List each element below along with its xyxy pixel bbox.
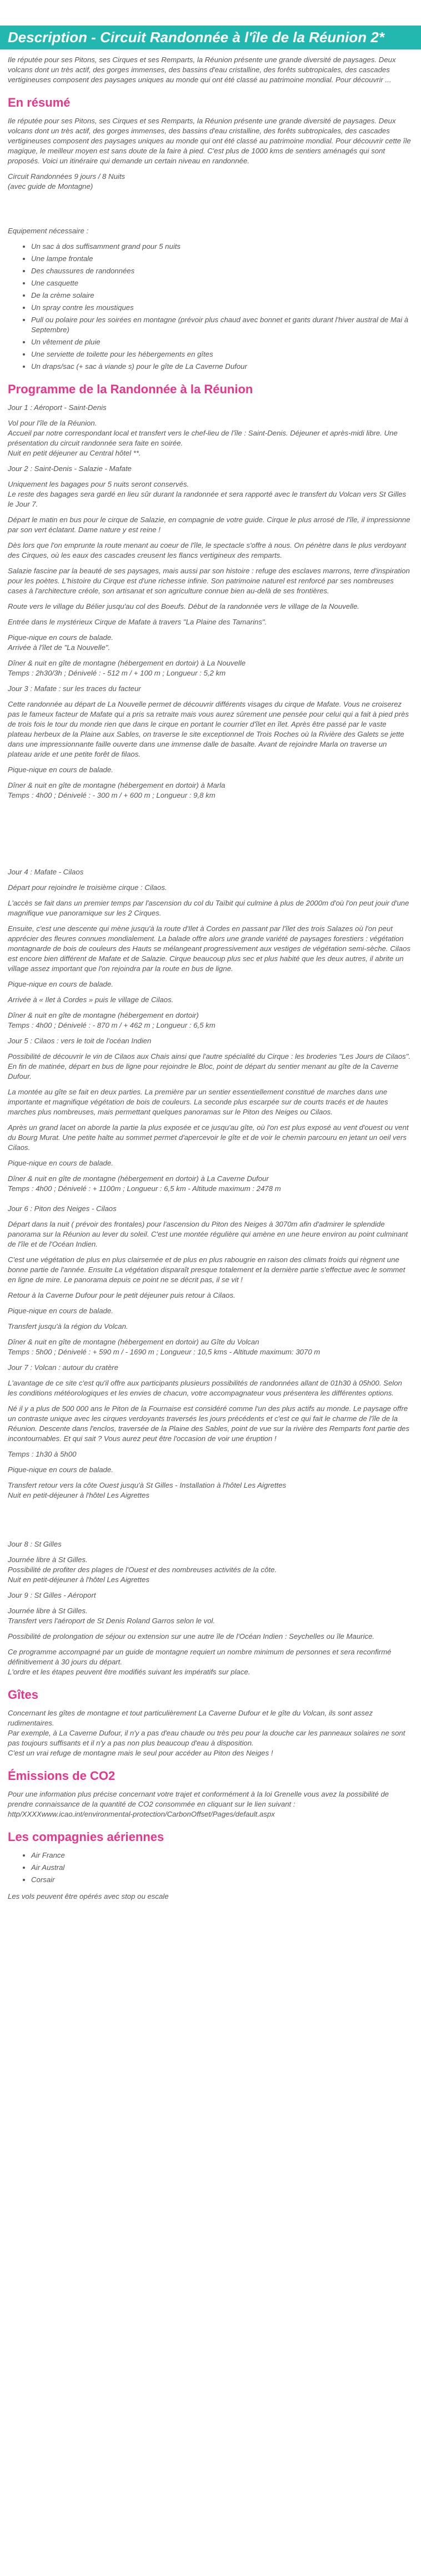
day-text: Dîner & nuit en gîte de montagne (hébergement en dortoir) (8, 1011, 199, 1019)
day-text: Salazie fascine par la beauté de ses paysages, mais aussi par son histoire : refuge des esclaves marrons, terre d'inspiration pour les poètes. L'histoire du Cirque est d'une richesse infinie. Son patrimoine naturel est renforcé par ses nombreuses cases à l'architecture créole, son artisanat et son agriculture connue bien au-delà de ses frontières. (8, 567, 410, 595)
day-stats: Temps : 2h30/3h ; Dénivelé : - 512 m / + 100 m ; Longueur : 5,2 km (8, 669, 226, 677)
list-item: • De la crème solaire (31, 291, 411, 301)
day-title: Jour 3 : Mafate : sur les traces du facteur (8, 684, 141, 693)
day-text: Possibilité de profiter des plages de l'Ouest et des nombreuses activités de la côte. (8, 1565, 277, 1574)
co2-text: Pour une information plus précise concernant votre trajet et conformément à la loi Grenelle vous avez la possibilité de prendre connaissance de la quantité de CO2 consommée en cliquant sur le lien suivant : http/XXXXwww.icao.int/environmental-protection/CarbonOffset/Pages/default.aspx (8, 1790, 389, 1818)
day-text: L'ordre et les étapes peuvent être modifiés suivant les impératifs sur place. (8, 1668, 250, 1676)
day-text: Dès lors que l'on emprunte la route menant au coeur de l'île, le spectacle s'offre à nous. On pénètre dans le plus verdoyant des Cirques, où les eaux des cascades creusent les flancs vertigineux des remparts. (8, 541, 407, 559)
day-stats: Temps : 1h30 à 5h00 (8, 1450, 77, 1458)
day-text: Pique-nique en cours de balade. (8, 1159, 113, 1167)
day-text: Pique-nique en cours de balade. (8, 1307, 113, 1315)
list-item: • Une lampe frontale (31, 254, 411, 264)
day-text: Arrivée à « Ilet à Cordes » puis le village de Cilaos. (8, 996, 174, 1004)
day-text: Nuit en petit-déjeuner à l'hôtel Les Aigrettes (8, 1491, 149, 1499)
day-text: Accueil par notre correspondant local et transfert vers le chef-lieu de l'île : Saint-Denis. Déjeuner et après-midi libre. Une présentation du circuit randonnée sera faite en soirée. (8, 429, 398, 447)
day-stats: Temps : 4h00 ; Dénivelé : + 1100m ; Longueur : 6,5 km - Altitude maximum : 2478 m (8, 1184, 281, 1193)
duration-line-1: Circuit Randonnées 9 jours / 8 Nuits (8, 172, 126, 181)
day-text: Dîner & nuit en gîte de montagne (hébergement en dortoir) à La Caverne Dufour (8, 1174, 269, 1183)
gites-text: Concernant les gîtes de montagne et tout particulièrement La Caverne Dufour et le gîte du Volcan, ils sont assez rudimentaires. (8, 1709, 373, 1727)
day-title: Jour 5 : Cilaos : vers le toit de l'océan Indien (8, 1037, 152, 1045)
list-item: • Un vêtement de pluie (31, 337, 411, 347)
day-text: Dîner & nuit en gîte de montagne (hébergement en dortoir) à La Nouvelle (8, 659, 246, 667)
day-text: Possibilité de découvrir le vin de Cilaos aux Chais ainsi que l'autre spécialité du Cirque : les broderies "Les Jours de Cilaos". En fin de matinée, départ en bus de ligne pour rejoindre le Bloc, point de départ du sentier menant au gîte de la Caverne Dufour. (8, 1052, 411, 1081)
day-text: Transfert retour vers la côte Ouest jusqu'à St Gilles - Installation à l'hôtel Les Aigrettes (8, 1481, 287, 1489)
main-content (0, 49, 421, 1913)
day-text: Après un grand lacet on aborde la partie la plus exposée et ce jusqu'au gîte, où l'on est plus exposé au vent d'ouest ou vent du Bourg Murat. Une petite halte au sommet permet d'apercevoir le gîte et de voir le chemin parcouru en jetant un oeil vers Cilaos. (8, 1123, 409, 1152)
day-text: Départ dans la nuit ( prévoir des frontales) pour l'ascension du Piton des Neiges à 3070m afin d'admirer le splendide panorama sur la Réunion au lever du soleil. C'est une montée régulière qui amène en une heure environ au point culminant de l'île et de l'Océan Indien. (8, 1220, 408, 1248)
day-text: Pique-nique en cours de balade. (8, 1465, 113, 1474)
list-item: • Un sac à dos suffisamment grand pour 5 nuits (31, 242, 411, 252)
day-text: Uniquement les bagages pour 5 nuits seront conservés. (8, 480, 189, 488)
co2-heading: Émissions de CO2 (8, 1769, 116, 1783)
resume-text: Ile réputée pour ses Pitons, ses Cirques et ses Remparts, la Réunion présente une grande diversité de paysages. Deux volcans dont un très actif, des gorges immenses, des bassins d'eau cristalline, des forêts subtropicales, des cascades vertigineuses composent des paysages uniques au monde qui ont été classé au patrimoine mondial. Pour découvrir cette île magique, le meilleur moyen est sans doute de la faire à pied. C'est plus de 1000 kms de sentiers aménagés qui sont proposés. Voici un itinéraire qui demande un certain niveau en randonnée. (8, 117, 411, 165)
day-text: Journée libre à St Gilles. (8, 1607, 88, 1615)
day-title: Jour 7 : Volcan : autour du cratère (8, 1363, 118, 1372)
day-text: L'accès se fait dans un premier temps par l'ascension du col du Taïbit qui culmine à plus de 2000m d'où l'on peut jouir d'une magnifique vue panoramique sur les 2 Cirques. (8, 899, 409, 917)
day-text: Départ le matin en bus pour le cirque de Salazie, en compagnie de votre guide. Cirque le plus arrosé de l'île, il impressionne par son vert éclatant. Dame nature y est reine ! (8, 516, 410, 534)
day-text: C'est une végétation de plus en plus clairsemée et de plus en plus rabougrie en raison des climats froids qui règnent une bonne partie de l'année. Ensuite La végétation disparaît presque totalement et la dernière partie s'effectue avec le sommet en ligne de mire. Le panorama depuis ce point ne se décrit pas, il se vit ! (8, 1256, 405, 1284)
page-title: Description - Circuit Randonnée à l'île de la Réunion 2* (0, 26, 421, 49)
list-item: • Un spray contre les moustiques (31, 303, 411, 313)
list-item: • Une casquette (31, 278, 411, 288)
page (0, 26, 421, 1913)
day-text: Né il y a plus de 500 000 ans le Piton de la Fournaise est considéré comme l'un des plus actifs au monde. Le paysage offre un contraste unique avec les cirques verdoyants traversés les jours précédents et c'est ce qui fait le charme de l'île de la Réunion. Descente dans l'enclos, traversée de la Plaine des Sables, point de vue sur la rivière des Remparts font partie des incontournables. Et qui sait ? Vous aurez peut être l'occasion de voir une éruption ! (8, 1404, 410, 1443)
day-text: Dîner & nuit en gîte de montagne (hébergement en dortoir) au Gîte du Volcan (8, 1338, 259, 1346)
day-text: Route vers le village du Bélier jusqu'au col des Boeufs. Début de la randonnée vers le village de la Nouvelle. (8, 602, 359, 611)
day-text: Possibilité de prolongation de séjour ou extension sur une autre île de l'Océan Indien : Seychelles ou île Maurice. (8, 1632, 375, 1640)
day-title: Jour 2 : Saint-Denis - Salazie - Mafate (8, 464, 132, 473)
day-title: Jour 1 : Aéroport - Saint-Denis (8, 403, 107, 412)
day-title: Jour 6 : Piton des Neiges - Cilaos (8, 1204, 117, 1213)
day-text: Entrée dans le mystérieux Cirque de Mafate à travers "La Plaine des Tamarins". (8, 618, 267, 626)
list-item: • Air France (31, 1850, 411, 1860)
list-item: • Air Austral (31, 1863, 411, 1873)
resume-heading: En résumé (8, 96, 71, 109)
day-text: Transfert jusqu'à la région du Volcan. (8, 1322, 128, 1330)
day-text: Ce programme accompagné par un guide de montagne requiert un nombre minimum de personnes et sera reconfirmé définitivement à 30 jours du départ. (8, 1648, 392, 1666)
day-text: Arrivée à l'îlet de "La Nouvelle". (8, 643, 111, 652)
day-text: Nuit en petit-déjeuner à l'hôtel Les Aigrettes (8, 1575, 149, 1584)
airlines-footer: Les vols peuvent être opérés avec stop ou escale (8, 1892, 169, 1900)
gites-text: Par exemple, à La Caverne Dufour, il n'y a pas d'eau chaude ou très peu pour la douche car les panneaux solaires ne sont pas toujours suffisants et il n'y a pas non plus beaucoup d'eau à disposition. (8, 1729, 405, 1747)
day-text: Transfert vers l'aéroport de St Denis Roland Garros selon le vol. (8, 1617, 215, 1625)
day-text: Dîner & nuit en gîte de montagne (hébergement en dortoir) à Marla (8, 781, 225, 789)
day-text: Pique-nique en cours de balade. (8, 633, 113, 642)
list-item: • Pull ou polaire pour les soirées en montagne (prévoir plus chaud avec bonnet et gants durant l'hiver austral de Mai à Septembre) (31, 315, 411, 335)
programme-heading: Programme de la Randonnée à la Réunion (8, 382, 253, 396)
day-stats: Temps : 5h00 ; Dénivelé : + 590 m / - 1690 m ; Longueur : 10,5 kms - Altitude maximum: 3070 m (8, 1348, 320, 1356)
day-text: L'avantage de ce site c'est qu'il offre aux participants plusieurs possibilités de randonnées allant de 01h30 à 05h00. Selon les conditions météorologiques et les envies de chacun, votre accompagnateur vous présentera les différentes options. (8, 1379, 402, 1397)
gites-text: C'est un vrai refuge de montagne mais le seul pour accéder au Piton des Neiges ! (8, 1749, 273, 1757)
intro-text: Ile réputée pour ses Pitons, ses Cirques et ses Remparts, la Réunion présente une grande diversité de paysages. Deux volcans dont un très actif, des gorges immenses, des bassins d'eau cristalline, des forêts subtropicales, des cascades vertigineuses composent des paysages uniques au monde qui ont été classé au patrimoine mondial. Pour découvrir ... (8, 56, 396, 84)
airlines-heading: Les compagnies aériennes (8, 1830, 164, 1844)
day-stats: Temps : 4h00 ; Dénivelé : - 870 m / + 462 m ; Longueur : 6,5 km (8, 1021, 215, 1029)
duration-line-2: (avec guide de Montagne) (8, 182, 93, 191)
day-text: Nuit en petit déjeuner au Central hôtel **. (8, 449, 141, 457)
day-stats: Temps : 4h00 ; Dénivelé : - 300 m / + 600 m ; Longueur : 9,8 km (8, 791, 215, 799)
day-text: Pique-nique en cours de balade. (8, 980, 113, 988)
day-title: Jour 8 : St Gilles (8, 1540, 62, 1548)
day-text: Le reste des bagages sera gardé en lieu sûr durant la randonnée et sera rapporté avec le transfert du Volcan vers St Gilles le Jour 7. (8, 490, 407, 508)
list-item: • Des chaussures de randonnées (31, 266, 411, 276)
list-item: • Un draps/sac (+ sac à viande s) pour le gîte de La Caverne Dufour (31, 362, 411, 372)
day-text: Retour à la Caverne Dufour pour le petit déjeuner puis retour à Cilaos. (8, 1291, 235, 1299)
day-text: Ensuite, c'est une descente qui mène jusqu'à la route d'Ilet à Cordes en passant par l'îlet des trois Salazes où l'on peut apprécier des fleures connues mondialement. La balade offre alors une grande variété de paysages forestiers : végétation montagnarde de bois de couleurs des Hauts se mélangeant progressivement aux vestiges de végétation semi-sèche. Cilaos est encore bien différent de Mafate et de Salazie. Cirque beaucoup plus sec et plus habité que les deux autres, il abrite un village assez important que l'on rejoindra par la route en bus de ligne. (8, 924, 410, 973)
equipment-heading: Equipement nécessaire : (8, 227, 89, 235)
airlines-list (8, 1850, 411, 1885)
list-item: • Une serviette de toilette pour les hébergements en gîtes (31, 349, 411, 359)
gites-heading: Gîtes (8, 1688, 39, 1702)
day-text: Pique-nique en cours de balade. (8, 766, 113, 774)
equipment-list (8, 242, 411, 372)
day-title: Jour 9 : St Gilles - Aéroport (8, 1591, 96, 1599)
day-text: La montée au gîte se fait en deux parties. La première par un sentier essentiellement constitué de marches dans une importante et magnifique végétation de bois de couleurs. La seconde plus escarpée sur de courts tracés et de hautes marches plus nombreuses, mais permettant quelques panoramas sur le Piton des Neiges ou Cilaos. (8, 1088, 388, 1116)
list-item: • Corsair (31, 1875, 411, 1885)
day-text: Cette randonnée au départ de La Nouvelle permet de découvrir différents visages du cirque de Mafate. Vous ne croiserez pas le fameux facteur de Mafate qui a pris sa retraite mais vous aurez sûrement une pensée pour celui qui a fait à pied près de trois fois le tour du monde rien que dans le cirque en portant le courrier d'îlet en îlet. Après être passé par le vaste plateau herbeux de la Plaine aux Sables, on traverse le site exceptionnel de Trois Roches où la Rivière des Galets se jette dans une impressionnante faille ouverte dans une immense dalle de basalte. Avant de rejoindre Marla on traverse un plateau aride et une petite forêt de filaos. (8, 700, 409, 758)
day-text: Vol pour l'île de la Réunion. (8, 419, 97, 427)
day-title: Jour 4 : Mafate - Cilaos (8, 868, 84, 876)
day-text: Journée libre à St Gilles. (8, 1555, 88, 1564)
day-text: Départ pour rejoindre le troisième cirque : Cilaos. (8, 883, 167, 892)
